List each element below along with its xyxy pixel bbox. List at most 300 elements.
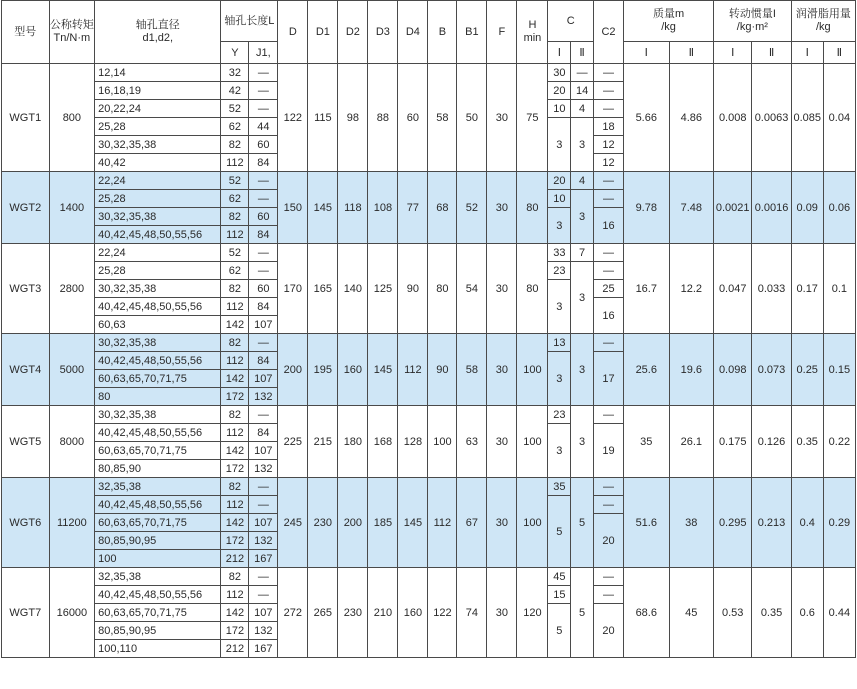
grease-i-cell: 0.4 [791,478,823,568]
bore-diameter-cell: 16,18,19 [95,82,221,100]
length-y-cell: 112 [221,352,249,370]
c2-cell: — [594,406,624,424]
c-i-cell: 33 [548,244,571,262]
c-ii-cell: 3 [571,406,594,478]
bore-diameter-cell: 60,63 [95,316,221,334]
model-cell: WGT3 [2,244,50,334]
dim-d1-cell: 230 [308,478,338,568]
dim-h-cell: 80 [517,244,548,334]
c2-cell: — [594,82,624,100]
dim-d4-cell: 128 [398,406,428,478]
mass-ii-cell: 45 [669,568,714,658]
length-y-cell: 32 [221,64,249,82]
c2-cell: — [594,100,624,118]
dim-d2-cell: 98 [338,64,368,172]
length-y-cell: 212 [221,550,249,568]
c-i-cell: 5 [548,604,571,658]
col-inertia: 转动惯量I /kg·m² [714,1,792,42]
length-y-cell: 212 [221,640,249,658]
mass-i-cell: 51.6 [624,478,670,568]
col-D2: D2 [338,1,368,64]
dim-f-cell: 30 [487,406,517,478]
c-ii-cell: 4 [571,100,594,118]
length-y-cell: 112 [221,424,249,442]
length-y-cell: 112 [221,496,249,514]
dim-d4-cell: 77 [398,172,428,244]
col-C2: C2 [594,1,624,64]
length-y-cell: 112 [221,226,249,244]
c-i-cell: 30 [548,64,571,82]
dim-d3-cell: 108 [368,172,398,244]
c2-cell: — [594,496,624,514]
bore-diameter-cell: 22,24 [95,172,221,190]
dim-b1-cell: 63 [457,406,487,478]
c2-cell: 20 [594,604,624,658]
col-D1: D1 [308,1,338,64]
c2-cell: 16 [594,208,624,244]
c2-cell: — [594,190,624,208]
bore-diameter-cell: 40,42 [95,154,221,172]
length-y-cell: 142 [221,514,249,532]
length-j1-cell: — [249,334,278,352]
grease-ii-cell: 0.44 [823,568,855,658]
dim-d2-cell: 230 [338,568,368,658]
torque-cell: 800 [49,64,95,172]
dim-d2-cell: 140 [338,244,368,334]
inertia-ii-cell: 0.033 [752,244,791,334]
table-row [2,64,856,82]
dim-h-cell: 80 [517,172,548,244]
length-j1-cell: 132 [249,388,278,406]
dim-d4-cell: 145 [398,478,428,568]
length-y-cell: 52 [221,244,249,262]
length-y-cell: 112 [221,154,249,172]
col-B: B [428,1,457,64]
c2-cell: 18 [594,118,624,136]
length-j1-cell: 107 [249,316,278,334]
bore-diameter-cell: 60,63,65,70,71,75 [95,604,221,622]
length-j1-cell: 132 [249,460,278,478]
col-J1: J1, [249,42,278,64]
dim-d3-cell: 125 [368,244,398,334]
col-C: C [548,1,594,42]
grease-ii-cell: 0.29 [823,478,855,568]
col-model: 型号 [2,1,50,64]
dim-d1-cell: 265 [308,568,338,658]
bore-diameter-cell: 32,35,38 [95,478,221,496]
length-j1-cell: — [249,262,278,280]
bore-diameter-cell: 100,110 [95,640,221,658]
dim-b1-cell: 74 [457,568,487,658]
mass-ii-cell: 7.48 [669,172,714,244]
bore-diameter-cell: 30,32,35,38 [95,406,221,424]
grease-ii-cell: 0.1 [823,244,855,334]
length-j1-cell: 60 [249,136,278,154]
dim-d-cell: 150 [278,172,308,244]
inertia-i-cell: 0.008 [714,64,752,172]
c2-cell: — [594,586,624,604]
dim-d-cell: 225 [278,406,308,478]
bore-diameter-cell: 30,32,35,38 [95,208,221,226]
col-B1: B1 [457,1,487,64]
bore-diameter-cell: 12,14 [95,64,221,82]
grease-ii-cell: 0.06 [823,172,855,244]
length-j1-cell: 84 [249,154,278,172]
mass-i-cell: 9.78 [624,172,670,244]
bore-diameter-cell: 80,85,90,95 [95,532,221,550]
bore-diameter-cell: 32,35,38 [95,568,221,586]
c-ii-cell: 3 [571,190,594,244]
dim-d1-cell: 195 [308,334,338,406]
mass-i-cell: 68.6 [624,568,670,658]
length-y-cell: 172 [221,622,249,640]
length-j1-cell: — [249,568,278,586]
dim-d2-cell: 160 [338,334,368,406]
length-y-cell: 172 [221,532,249,550]
mass-i-cell: 5.66 [624,64,670,172]
c-ii-cell: 5 [571,568,594,658]
table-row [2,406,856,424]
dim-d4-cell: 90 [398,244,428,334]
bore-diameter-cell: 40,42,45,48,50,55,56 [95,424,221,442]
dim-d1-cell: 145 [308,172,338,244]
bore-diameter-cell: 40,42,45,48,50,55,56 [95,298,221,316]
dim-b-cell: 80 [428,244,457,334]
dim-d2-cell: 200 [338,478,368,568]
grease-ii-cell: 0.04 [823,64,855,172]
length-y-cell: 142 [221,370,249,388]
dim-d-cell: 272 [278,568,308,658]
bore-diameter-cell: 80,85,90 [95,460,221,478]
c-i-cell: 5 [548,496,571,568]
c2-cell: 12 [594,136,624,154]
dim-d3-cell: 185 [368,478,398,568]
c2-cell: 12 [594,154,624,172]
inertia-ii-cell: 0.126 [752,406,791,478]
bore-diameter-cell: 40,42,45,48,50,55,56 [95,226,221,244]
length-j1-cell: — [249,586,278,604]
table-row [2,568,856,586]
c-i-cell: 20 [548,172,571,190]
c-i-cell: 3 [548,424,571,478]
dim-b-cell: 100 [428,406,457,478]
torque-cell: 8000 [49,406,95,478]
torque-cell: 5000 [49,334,95,406]
length-j1-cell: 60 [249,280,278,298]
c-i-cell: 3 [548,208,571,244]
c-i-cell: 3 [548,118,571,172]
dim-b-cell: 122 [428,568,457,658]
length-y-cell: 82 [221,280,249,298]
c-i-cell: 23 [548,406,571,424]
col-mass-I: Ⅰ [624,42,670,64]
col-inertia-I: Ⅰ [714,42,752,64]
length-y-cell: 82 [221,334,249,352]
col-grease: 润滑脂用量 /kg [791,1,855,42]
c-i-cell: 35 [548,478,571,496]
length-y-cell: 142 [221,442,249,460]
bore-diameter-cell: 60,63,65,70,71,75 [95,370,221,388]
length-j1-cell: 84 [249,226,278,244]
dim-d4-cell: 60 [398,64,428,172]
c-i-cell: 10 [548,100,571,118]
length-y-cell: 62 [221,262,249,280]
dim-h-cell: 120 [517,568,548,658]
model-cell: WGT2 [2,172,50,244]
length-j1-cell: — [249,64,278,82]
inertia-ii-cell: 0.35 [752,568,791,658]
c-ii-cell: 14 [571,82,594,100]
bore-diameter-cell: 25,28 [95,190,221,208]
model-cell: WGT7 [2,568,50,658]
dim-h-cell: 75 [517,64,548,172]
dim-d-cell: 200 [278,334,308,406]
col-D3: D3 [368,1,398,64]
col-bore-diameter: 轴孔直径 d1,d2, [95,1,221,64]
c2-cell: — [594,172,624,190]
c2-cell: — [594,334,624,352]
bore-diameter-cell: 25,28 [95,262,221,280]
dim-d1-cell: 215 [308,406,338,478]
c-i-cell: 45 [548,568,571,586]
length-j1-cell: — [249,496,278,514]
dim-h-cell: 100 [517,478,548,568]
dim-b-cell: 90 [428,334,457,406]
dim-d3-cell: 168 [368,406,398,478]
length-j1-cell: 84 [249,424,278,442]
coupling-spec-table [1,0,856,658]
dim-d1-cell: 115 [308,64,338,172]
bore-diameter-cell: 30,32,35,38 [95,334,221,352]
dim-h-cell: 100 [517,406,548,478]
col-D: D [278,1,308,64]
c2-cell: 17 [594,352,624,406]
length-j1-cell: — [249,190,278,208]
col-H: H min [517,1,548,64]
length-j1-cell: 107 [249,370,278,388]
dim-d1-cell: 165 [308,244,338,334]
grease-i-cell: 0.35 [791,406,823,478]
dim-d2-cell: 118 [338,172,368,244]
c-i-cell: 3 [548,280,571,334]
grease-ii-cell: 0.15 [823,334,855,406]
col-F: F [487,1,517,64]
col-C-II: Ⅱ [571,42,594,64]
bore-diameter-cell: 22,24 [95,244,221,262]
col-Y: Y [221,42,249,64]
length-y-cell: 112 [221,298,249,316]
torque-cell: 1400 [49,172,95,244]
dim-d3-cell: 88 [368,64,398,172]
torque-cell: 2800 [49,244,95,334]
length-j1-cell: 84 [249,298,278,316]
col-mass: 质量m /kg [624,1,714,42]
c-ii-cell: 3 [571,262,594,334]
length-y-cell: 82 [221,136,249,154]
c-ii-cell: 4 [571,172,594,190]
length-y-cell: 82 [221,208,249,226]
grease-i-cell: 0.25 [791,334,823,406]
dim-f-cell: 30 [487,334,517,406]
col-C-I: Ⅰ [548,42,571,64]
length-y-cell: 52 [221,172,249,190]
mass-i-cell: 16.7 [624,244,670,334]
dim-f-cell: 30 [487,478,517,568]
c2-cell: — [594,64,624,82]
length-y-cell: 172 [221,388,249,406]
c-ii-cell: 5 [571,478,594,568]
c-ii-cell: — [571,64,594,82]
length-j1-cell: — [249,100,278,118]
col-torque: 公称转矩 Tn/N·m [49,1,95,64]
dim-h-cell: 100 [517,334,548,406]
dim-d-cell: 245 [278,478,308,568]
inertia-i-cell: 0.047 [714,244,752,334]
col-bore-length: 轴孔长度L [221,1,278,42]
dim-b1-cell: 54 [457,244,487,334]
dim-b-cell: 112 [428,478,457,568]
col-grease-II: Ⅱ [823,42,855,64]
model-cell: WGT6 [2,478,50,568]
model-cell: WGT1 [2,64,50,172]
bore-diameter-cell: 30,32,35,38 [95,280,221,298]
bore-diameter-cell: 25,28 [95,118,221,136]
bore-diameter-cell: 60,63,65,70,71,75 [95,442,221,460]
inertia-i-cell: 0.295 [714,478,752,568]
dim-d4-cell: 160 [398,568,428,658]
inertia-i-cell: 0.53 [714,568,752,658]
mass-ii-cell: 38 [669,478,714,568]
dim-f-cell: 30 [487,172,517,244]
c2-cell: — [594,262,624,280]
dim-d-cell: 170 [278,244,308,334]
dim-b1-cell: 52 [457,172,487,244]
bore-diameter-cell: 40,42,45,48,50,55,56 [95,352,221,370]
c-i-cell: 15 [548,586,571,604]
table-header [2,1,856,64]
length-j1-cell: 107 [249,442,278,460]
dim-f-cell: 30 [487,568,517,658]
inertia-i-cell: 0.175 [714,406,752,478]
bore-diameter-cell: 80 [95,388,221,406]
model-cell: WGT4 [2,334,50,406]
length-j1-cell: — [249,82,278,100]
dim-f-cell: 30 [487,244,517,334]
grease-ii-cell: 0.22 [823,406,855,478]
inertia-ii-cell: 0.0016 [752,172,791,244]
table-row [2,244,856,262]
mass-ii-cell: 12.2 [669,244,714,334]
length-j1-cell: 107 [249,604,278,622]
dim-b1-cell: 58 [457,334,487,406]
inertia-ii-cell: 0.0063 [752,64,791,172]
c2-cell: 20 [594,514,624,568]
bore-diameter-cell: 40,42,45,48,50,55,56 [95,586,221,604]
length-j1-cell: 44 [249,118,278,136]
table-row [2,334,856,352]
length-j1-cell: — [249,406,278,424]
length-y-cell: 42 [221,82,249,100]
c2-cell: 16 [594,298,624,334]
c-i-cell: 10 [548,190,571,208]
c-i-cell: 13 [548,334,571,352]
dim-b-cell: 68 [428,172,457,244]
length-j1-cell: 167 [249,550,278,568]
dim-d-cell: 122 [278,64,308,172]
c2-cell: — [594,568,624,586]
length-j1-cell: 132 [249,622,278,640]
length-y-cell: 52 [221,100,249,118]
bore-diameter-cell: 20,22,24 [95,100,221,118]
torque-cell: 11200 [49,478,95,568]
col-grease-I: Ⅰ [791,42,823,64]
dim-d4-cell: 112 [398,334,428,406]
length-y-cell: 172 [221,460,249,478]
mass-ii-cell: 4.86 [669,64,714,172]
grease-i-cell: 0.085 [791,64,823,172]
length-y-cell: 62 [221,190,249,208]
c-i-cell: 23 [548,262,571,280]
inertia-ii-cell: 0.073 [752,334,791,406]
mass-ii-cell: 19.6 [669,334,714,406]
dim-f-cell: 30 [487,64,517,172]
length-j1-cell: 132 [249,532,278,550]
length-y-cell: 82 [221,568,249,586]
c2-cell: — [594,244,624,262]
c-i-cell: 3 [548,352,571,406]
length-j1-cell: — [249,172,278,190]
dim-b1-cell: 50 [457,64,487,172]
torque-cell: 16000 [49,568,95,658]
bore-diameter-cell: 30,32,35,38 [95,136,221,154]
bore-diameter-cell: 60,63,65,70,71,75 [95,514,221,532]
grease-i-cell: 0.17 [791,244,823,334]
c2-cell: — [594,478,624,496]
c-ii-cell: 3 [571,118,594,172]
col-D4: D4 [398,1,428,64]
length-j1-cell: — [249,244,278,262]
table-body [2,64,856,658]
length-j1-cell: 60 [249,208,278,226]
length-y-cell: 82 [221,478,249,496]
table-row [2,172,856,190]
dim-b1-cell: 67 [457,478,487,568]
bore-diameter-cell: 40,42,45,48,50,55,56 [95,496,221,514]
mass-i-cell: 25.6 [624,334,670,406]
length-y-cell: 142 [221,604,249,622]
c2-cell: 25 [594,280,624,298]
inertia-i-cell: 0.0021 [714,172,752,244]
bore-diameter-cell: 80,85,90,95 [95,622,221,640]
length-j1-cell: 107 [249,514,278,532]
c2-cell: 19 [594,424,624,478]
grease-i-cell: 0.6 [791,568,823,658]
length-y-cell: 112 [221,586,249,604]
length-y-cell: 142 [221,316,249,334]
dim-d3-cell: 210 [368,568,398,658]
model-cell: WGT5 [2,406,50,478]
col-mass-II: Ⅱ [669,42,714,64]
dim-d3-cell: 145 [368,334,398,406]
bore-diameter-cell: 100 [95,550,221,568]
mass-i-cell: 35 [624,406,670,478]
inertia-ii-cell: 0.213 [752,478,791,568]
length-j1-cell: — [249,478,278,496]
dim-d2-cell: 180 [338,406,368,478]
length-y-cell: 82 [221,406,249,424]
length-y-cell: 62 [221,118,249,136]
col-inertia-II: Ⅱ [752,42,791,64]
